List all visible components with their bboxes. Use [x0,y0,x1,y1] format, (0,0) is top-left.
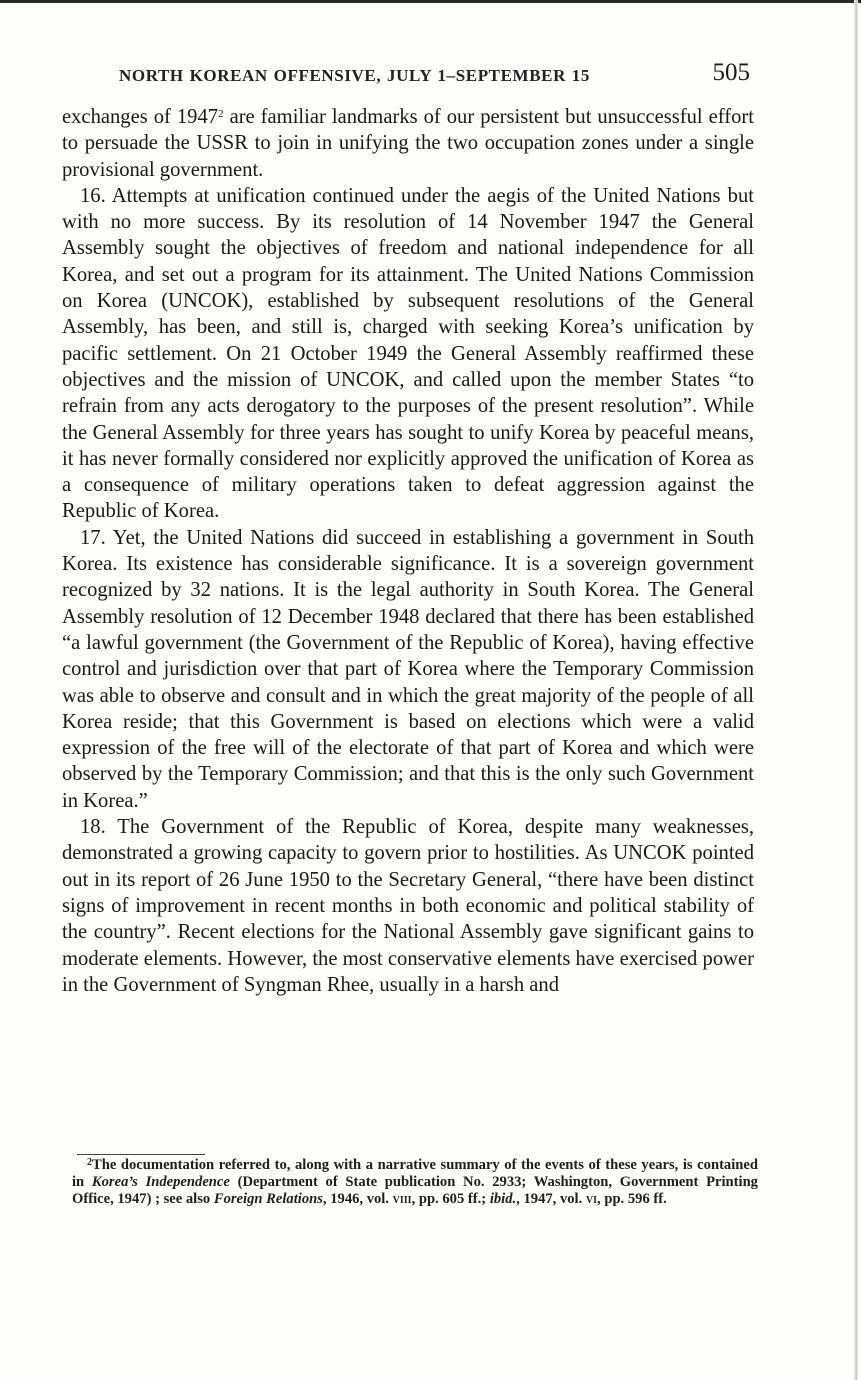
footnote-text-6: , pp. 596 ff. [597,1191,667,1208]
paragraph-continuation-end: are familiar landmarks of our persistent but unsuccessful effort to persuade the USSR to join in unifying the two occupation zones under a single provisional government. [62,106,754,181]
footnote-mark: 2 [87,1157,92,1168]
running-head: NORTH KOREAN OFFENSIVE, JULY 1–SEPTEMBER 15 [119,66,591,85]
footnote-volume-2: vi [585,1191,598,1208]
paragraph-continuation [62,104,754,183]
page-binding-edge [854,0,858,1380]
footnote-ibid: ibid. [489,1191,517,1208]
paragraph-17: 17. Yet, the United Nations did succeed in establishing a government in South Korea. Its existence has considerable significance. It is a sovereign government recognized by 32 nations. It is the legal authority in South Korea. The General Assembly resolution of 12 December 1948 declared that there has been established “a lawful government (the Government of the Republic of Korea), having effective control and jurisdiction over that part of Korea where the Temporary Commission was able to observe and consult and in which the great majority of the people of all Korea reside; that this Government is based on elections which were a valid expression of the free will of the electorate of that part of Korea and which were observed by the Temporary Commission; and that this is the only such Government in Korea.” [62,526,754,812]
footnotes [72,1157,758,1209]
page-top-edge [0,0,861,3]
footnote-volume-1: viii [392,1191,412,1208]
footnote-text-4: , pp. 605 ff.; [411,1191,490,1208]
footnote-text-5: , 1947, vol. [516,1191,586,1208]
footnote-2 [72,1157,758,1209]
paragraph-continuation-start: exchanges of 1947 [62,106,219,128]
paragraph-16: 16. Attempts at unification continued under the aegis of the United Nations but with no more success. By its resolution of 14 November 1947 the General Assembly sought the objectives of freedom and national independence for all Korea, and set out a program for its attainment. The United Nations Commission on Korea (UNCOK), established by subsequent resolutions of the General Assembly, has been, and still is, charged with seeking Korea’s unification by pacific settlement. On 21 October 1949 the General Assembly reaffirmed these objectives and the mission of UNCOK, and called upon the member States “to refrain from any acts derogatory to the purposes of the present resolution”. While the General Assembly for three years has sought to unify Korea by peaceful means, it has never formally considered nor explicitly approved the unification of Korea as a consequence of military operations taken to defeat aggression against the Republic of Korea. [62,184,754,523]
footnote-text-2: (Department of State publication No. 2933; Washington, Government Printing Office, 1947) ; see also [72,1174,758,1208]
footnote-reference[interactable]: 2 [218,108,224,120]
footnote-title-foreign-relations: Foreign Relations [213,1191,323,1208]
footnote-title-korea-independence: Korea’s Independence [91,1174,230,1191]
footnote-divider [77,1154,205,1155]
footnote-text-3: , 1946, vol. [322,1191,393,1208]
page-header [62,58,754,98]
body-text [62,104,754,998]
paragraph-18: 18. The Government of the Republic of Korea, despite many weaknesses, demonstrated a growing capacity to govern prior to hostilities. As UNCOK pointed out in its report of 26 June 1950 to the Secretary General, “there have been distinct signs of improvement in recent months in both economic and political stability of the country”. Recent elections for the National Assembly gave significant gains to moderate elements. However, the most conservative elements have exercised power in the Government of Syngman Rhee, usually in a harsh and [62,816,754,996]
footnote-text-1: The documentation referred to, along with a narrative summary of the events of these years, is contained in [72,1157,758,1191]
page-number: 505 [712,59,750,86]
